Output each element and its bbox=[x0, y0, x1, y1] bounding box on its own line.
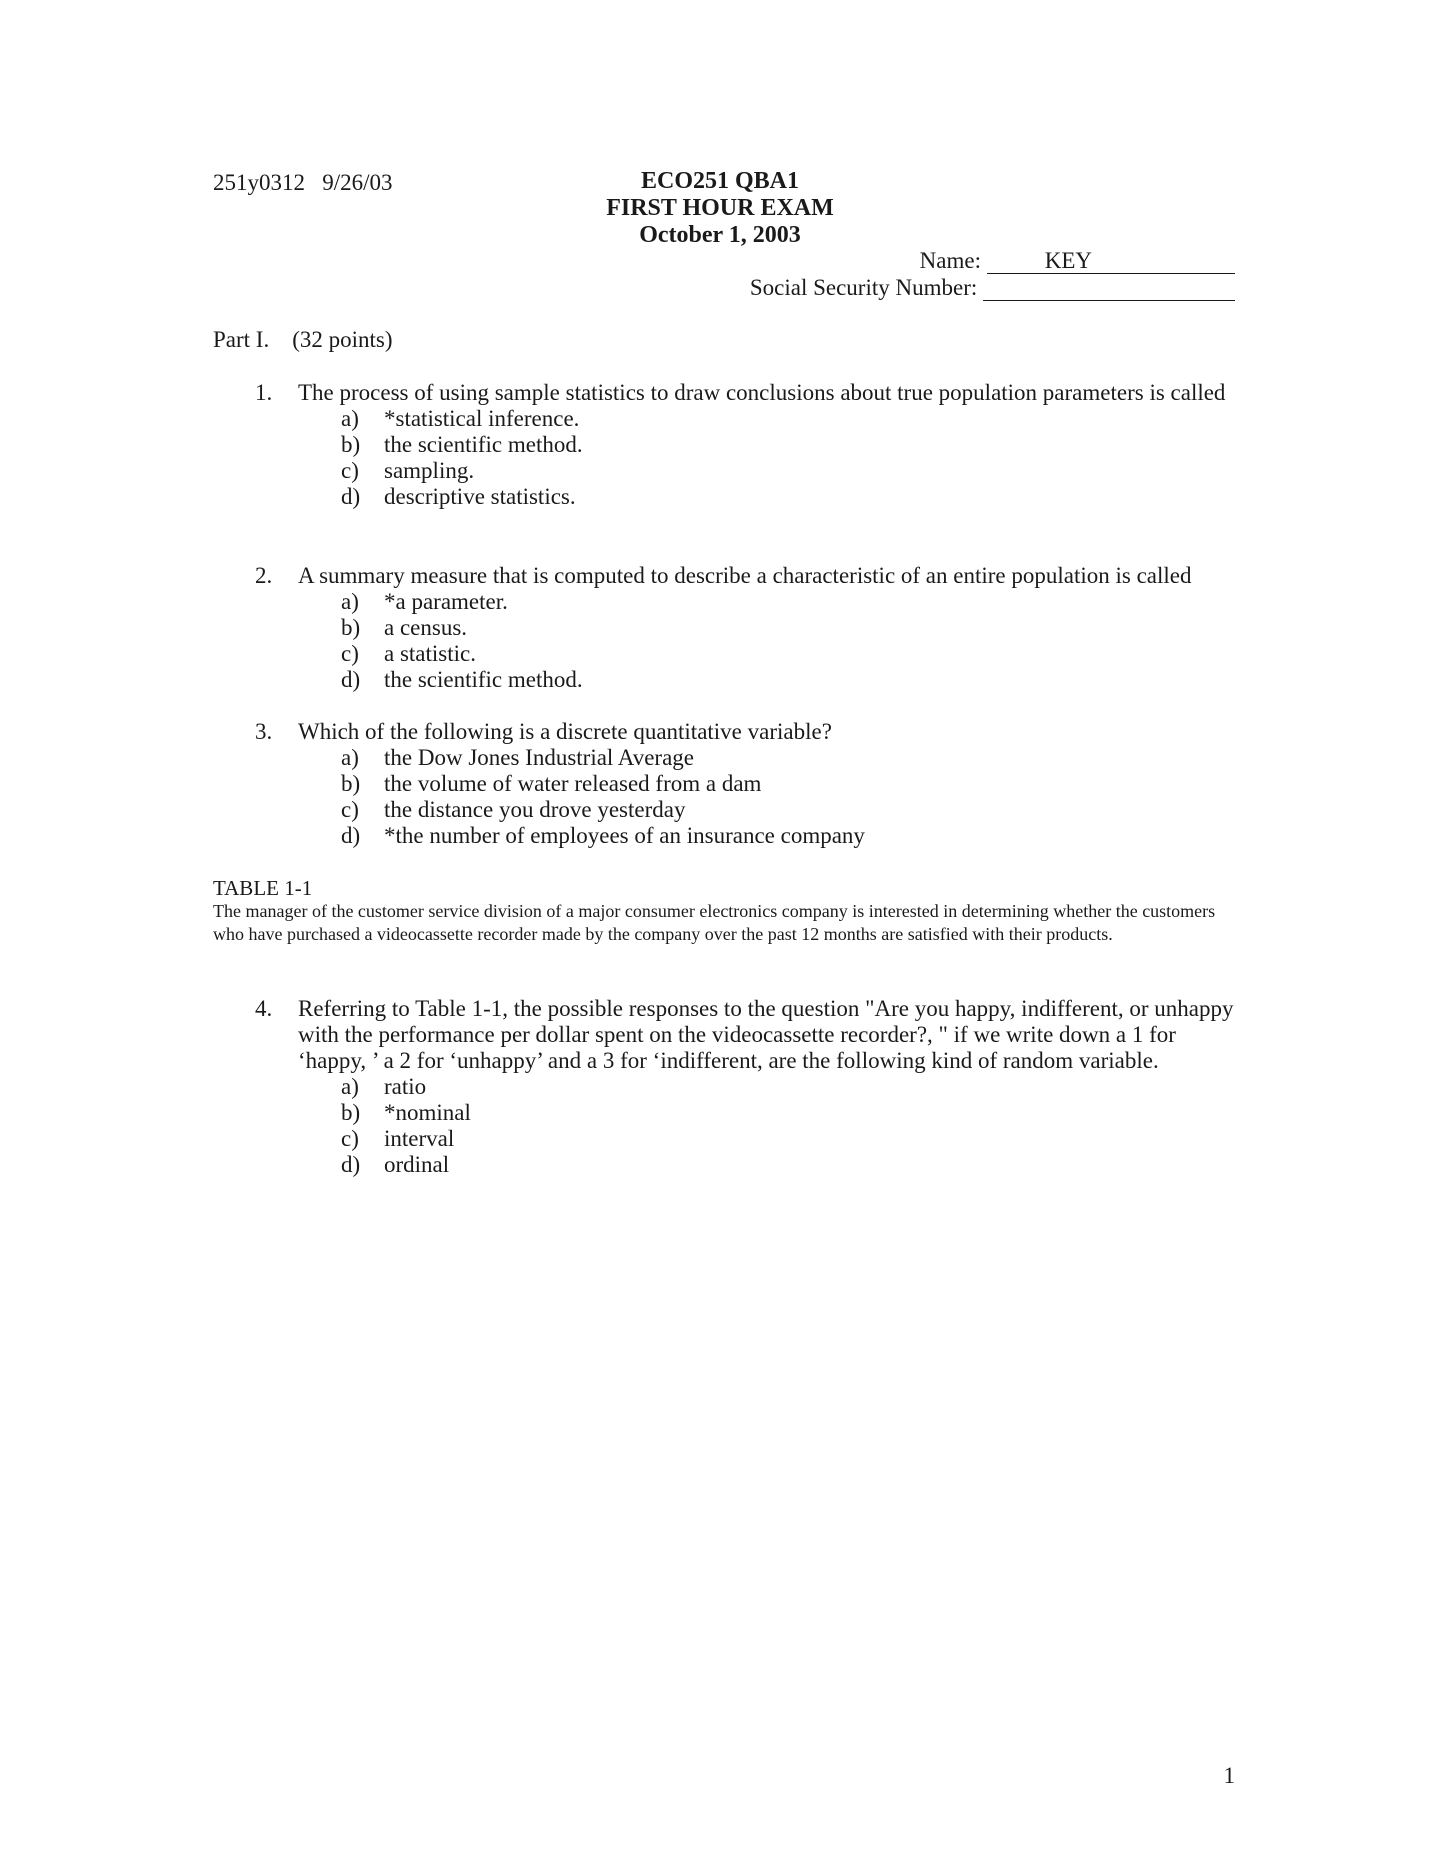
question-1 bbox=[255, 380, 1235, 510]
part-points: (32 points) bbox=[292, 327, 393, 352]
part-heading bbox=[213, 327, 393, 353]
answer-options bbox=[341, 589, 1235, 693]
ssn-field bbox=[750, 275, 1235, 301]
name-label: Name: bbox=[919, 248, 981, 273]
question-text: The process of using sample statistics to draw conclusions about true population parameters is called bbox=[298, 380, 1226, 405]
option-c: c) a statistic. bbox=[341, 641, 476, 666]
part-label: Part I. bbox=[213, 327, 270, 352]
page-number: 1 bbox=[1223, 1763, 1235, 1788]
question-number: 2. bbox=[255, 563, 273, 588]
document-header-id bbox=[213, 170, 393, 196]
option-b: b) the volume of water released from a dam bbox=[341, 771, 762, 796]
question-number: 1. bbox=[255, 380, 273, 405]
ssn-blank bbox=[983, 278, 1235, 301]
exam-date: October 1, 2003 bbox=[639, 222, 801, 248]
question-text: Referring to Table 1-1, the possible responses to the question "Are you happy, indifferent, or unhappy with the performance per dollar spent on the videocassette recorder?, " if we write down a 1 for ‘happy, ’ a 2 for ‘unhappy’ and a 3 for ‘indifferent, are the following kind of random variable. bbox=[298, 996, 1234, 1073]
course-title: ECO251 QBA1 bbox=[640, 168, 799, 194]
answer-options bbox=[341, 1074, 1235, 1178]
file-id: 251y0312 bbox=[213, 170, 305, 195]
option-b: b) *nominal bbox=[341, 1100, 471, 1125]
exam-title: FIRST HOUR EXAM bbox=[606, 195, 834, 221]
question-3 bbox=[255, 719, 1235, 849]
name-value: KEY bbox=[1044, 248, 1092, 273]
ssn-label: Social Security Number: bbox=[749, 275, 978, 300]
question-number: 4. bbox=[255, 996, 273, 1021]
table-1-1 bbox=[213, 876, 1223, 946]
option-b: b) the scientific method. bbox=[341, 432, 583, 457]
question-2 bbox=[255, 563, 1235, 693]
question-text: Which of the following is a discrete quantitative variable? bbox=[298, 719, 832, 744]
name-blank-left bbox=[987, 251, 1045, 274]
name-blank-right bbox=[1092, 251, 1235, 274]
question-text: A summary measure that is computed to describe a characteristic of an entire population is called bbox=[298, 563, 1192, 588]
question-number: 3. bbox=[255, 719, 273, 744]
option-b: b) a census. bbox=[341, 615, 468, 640]
answer-options bbox=[341, 406, 1235, 510]
option-d: d) descriptive statistics. bbox=[341, 484, 576, 509]
table-title: TABLE 1-1 bbox=[213, 876, 313, 900]
option-a: a) the Dow Jones Industrial Average bbox=[341, 745, 694, 770]
option-c: c) sampling. bbox=[341, 458, 475, 483]
option-d: d) *the number of employees of an insurance company bbox=[341, 823, 865, 848]
option-d: d) the scientific method. bbox=[341, 667, 583, 692]
question-4 bbox=[255, 996, 1235, 1178]
option-d: d) ordinal bbox=[341, 1152, 450, 1177]
answer-options bbox=[341, 745, 1235, 849]
option-c: c) interval bbox=[341, 1126, 455, 1151]
option-a: a) *statistical inference. bbox=[341, 406, 580, 431]
header-date: 9/26/03 bbox=[322, 170, 393, 195]
option-c: c) the distance you drove yesterday bbox=[341, 797, 686, 822]
option-a: a) *a parameter. bbox=[341, 589, 508, 614]
option-a: a) ratio bbox=[341, 1074, 427, 1099]
table-description: The manager of the customer service division of a major consumer electronics company is interested in determining whether the customers who have purchased a videocassette recorder made by the company over the past 12 months are satisfied with their products. bbox=[213, 901, 1216, 944]
name-field bbox=[920, 248, 1235, 274]
exam-title-block bbox=[560, 168, 880, 249]
